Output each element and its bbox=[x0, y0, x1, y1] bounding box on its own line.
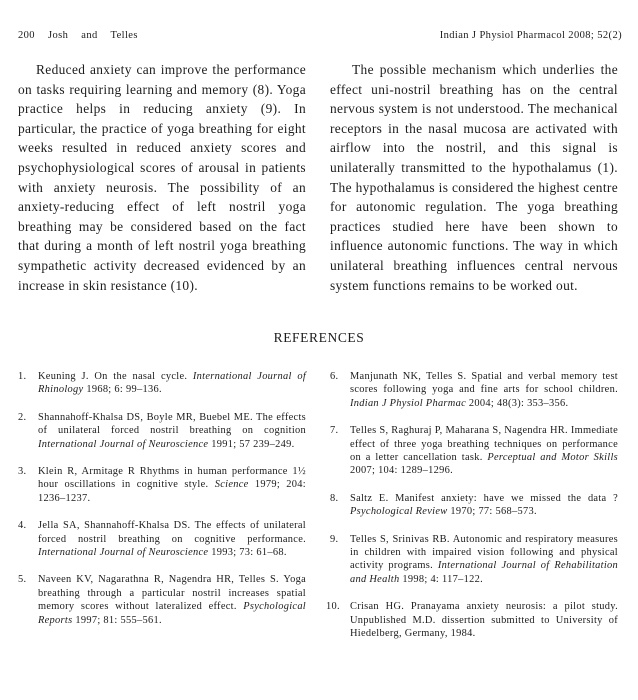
reference-number: 8. bbox=[330, 492, 339, 504]
page-number: 200 bbox=[18, 30, 35, 41]
reference-details: 1998; 4: 117–122. bbox=[402, 573, 483, 585]
reference-journal: Psychological Reports bbox=[38, 601, 306, 626]
reference-item bbox=[18, 370, 306, 397]
reference-item bbox=[330, 370, 618, 410]
reference-details: 1968; 6: 99–136. bbox=[86, 384, 162, 396]
reference-details: 2004; 48(3): 353–356. bbox=[468, 397, 569, 409]
references-column-left bbox=[18, 370, 306, 641]
reference-details: 1993; 73: 61–68. bbox=[211, 547, 287, 559]
references-column-right bbox=[326, 370, 618, 655]
reference-item bbox=[330, 492, 618, 519]
reference-number: 3. bbox=[18, 466, 27, 478]
references-heading: REFERENCES bbox=[273, 330, 365, 345]
reference-item bbox=[330, 533, 618, 587]
body-paragraph-left: Reduced anxiety can improve the performance on tasks requiring learning and memory (8). Yoga practice helps in reducing anxiety (9). In particular, the practice of yoga breathing for eight weeks resulted in reduced anxiety scores and psychophysiological scores of arousal in patients with anxiety neurosis. The possibility of an anxiety-reducing effect of left nostril yoga breathing may be considered based on the fact that during a month of left nostril yoga breathing sympathetic activity decreased evidenced by an increase in skin resistance (10). bbox=[18, 62, 306, 293]
reference-item bbox=[18, 519, 306, 559]
reference-text: Shannahoff-Khalsa DS, Boyle MR, Buebel ME. The effects of unilateral forced nostril breathing on cognition bbox=[38, 411, 306, 437]
reference-journal: Psychological Review bbox=[350, 506, 448, 518]
reference-journal: International Journal of Rehabilitation and Health bbox=[350, 560, 618, 585]
body-paragraph-right: The possible mechanism which underlies the effect uni-nostril breathing has on the central nervous system is not understood. The mechanical receptors in the nasal mucosa are activated with airflow into the nostril, and this signal is unilaterally transmitted to the hypothalamus (1). The hypothalamus is considered the highest centre for autonomic regulation. The yoga breathing practices studied here have been shown to influence autonomic functions. The way in which unilateral breathing influences central nervous system functions remains to be worked out. bbox=[330, 62, 618, 293]
reference-item bbox=[18, 573, 306, 627]
reference-details: 1991; 57 239–249. bbox=[211, 438, 295, 450]
reference-journal: Science bbox=[214, 479, 249, 491]
reference-number: 7. bbox=[330, 425, 339, 437]
reference-text: Jella SA, Shannahoff-Khalsa DS. The effects of unilateral forced nostril breathing on cognitive performance. bbox=[38, 520, 306, 545]
journal-citation: Indian J Physiol Pharmacol 2008; 52(2) bbox=[439, 30, 622, 41]
reference-text: Manjunath NK, Telles S. Spatial and verbal memory test scores following yoga and fine arts for school children. bbox=[350, 371, 618, 396]
reference-text: Klein R, Armitage R Rhythms in human performance 1½ hour oscillations in cognitive style. bbox=[38, 466, 306, 491]
reference-details: 1979; 204: 1236–1237. bbox=[38, 479, 306, 504]
reference-details: 2007; 104: 1289–1296. bbox=[350, 465, 453, 477]
reference-item bbox=[330, 424, 618, 478]
author-2: Telles bbox=[110, 30, 138, 41]
reference-journal: International Journal of Neuroscience bbox=[38, 438, 209, 450]
reference-journal: International Journal of Rhinology bbox=[38, 371, 307, 396]
reference-number: 5. bbox=[18, 574, 27, 586]
reference-number: 4. bbox=[18, 520, 27, 532]
reference-journal: Perceptual and Motor Skills bbox=[487, 452, 618, 464]
reference-journal: Indian J Physiol Pharmac bbox=[350, 397, 466, 409]
reference-journal: International Journal of Neuroscience bbox=[38, 547, 209, 559]
author-1: Josh bbox=[47, 30, 69, 41]
reference-number: 10. bbox=[326, 601, 340, 613]
reference-details: 1970; 77: 568–573. bbox=[450, 506, 537, 518]
reference-number: 6. bbox=[330, 371, 339, 382]
reference-text: Crisan HG. Pranayama anxiety neurosis: a pilot study. Unpublished M.D. dissertion submitted to University of Hiedelberg, Germany, 1984. bbox=[350, 601, 618, 640]
reference-text: Saltz E. Manifest anxiety: have we missed the data ? bbox=[350, 492, 618, 504]
author-conjunction: and bbox=[81, 30, 98, 41]
reference-number: 2. bbox=[18, 411, 27, 423]
reference-text: Naveen KV, Nagarathna R, Nagendra HR, Telles S. Yoga breathing through a particular nostril increases spatial memory scores without lateralized effect. bbox=[38, 574, 306, 613]
reference-details: 1997; 81: 555–561. bbox=[75, 614, 162, 626]
reference-item bbox=[18, 411, 306, 451]
header-left bbox=[18, 30, 148, 41]
reference-number: 9. bbox=[330, 533, 339, 545]
reference-item bbox=[18, 465, 306, 505]
reference-item bbox=[326, 600, 618, 640]
reference-text: Keuning J. On the nasal cycle. bbox=[38, 371, 188, 382]
reference-number: 1. bbox=[18, 371, 27, 382]
reference-text: Telles S, Raghuraj P, Maharana S, Nagendra HR. Immediate effect of three yoga breathing techniques on performance on a letter cancellation task. bbox=[350, 425, 618, 464]
reference-text: Telles S, Srinivas RB. Autonomic and respiratory measures in children with impaired vision following and physical activity programs. bbox=[350, 533, 618, 572]
